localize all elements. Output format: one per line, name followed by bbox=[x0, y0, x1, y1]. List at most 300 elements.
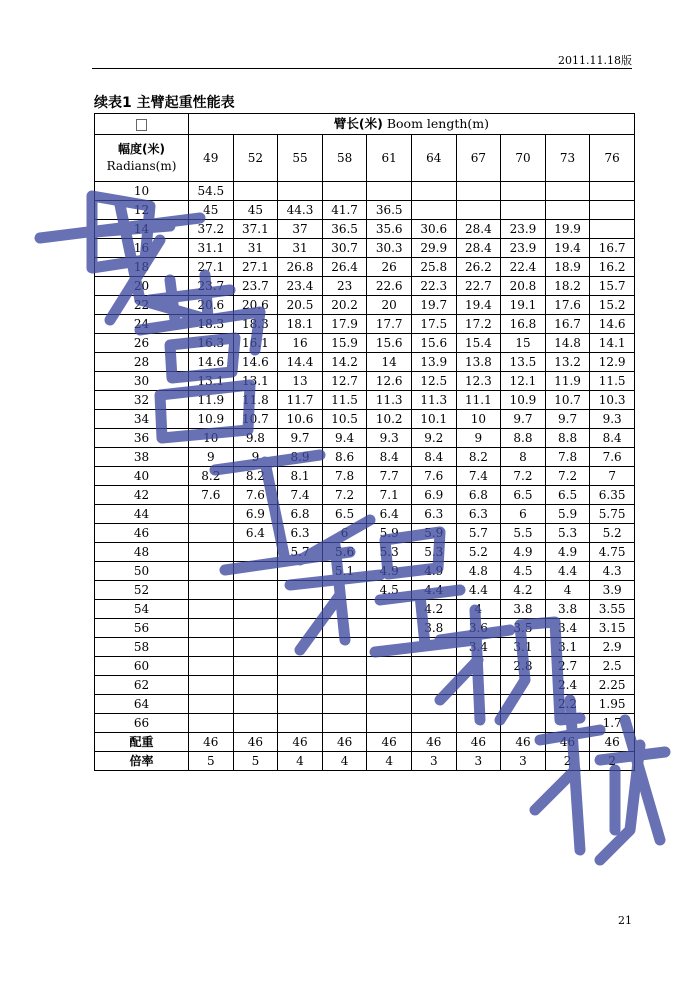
capacity-cell: 6.5 bbox=[322, 505, 367, 524]
radius-cell: 52 bbox=[95, 581, 189, 600]
table-row bbox=[95, 258, 635, 277]
capacity-cell: 5.2 bbox=[456, 543, 501, 562]
boom-length-cell: 73 bbox=[545, 135, 590, 182]
capacity-cell: 17.6 bbox=[545, 296, 590, 315]
capacity-cell: 15 bbox=[501, 334, 546, 353]
reeving-row bbox=[95, 752, 635, 771]
capacity-cell: 9.8 bbox=[233, 429, 278, 448]
capacity-cell: 8.4 bbox=[411, 448, 456, 467]
capacity-cell bbox=[189, 505, 234, 524]
capacity-cell: 5.9 bbox=[367, 524, 412, 543]
capacity-cell: 11.8 bbox=[233, 391, 278, 410]
capacity-cell: 15.7 bbox=[590, 277, 635, 296]
counterweight-label: 配重 bbox=[95, 733, 189, 752]
capacity-cell: 14 bbox=[367, 353, 412, 372]
capacity-cell: 14.6 bbox=[233, 353, 278, 372]
reeving-cell: 2 bbox=[590, 752, 635, 771]
capacity-cell bbox=[189, 714, 234, 733]
capacity-cell: 9.7 bbox=[545, 410, 590, 429]
capacity-cell: 22.6 bbox=[367, 277, 412, 296]
capacity-cell: 18.3 bbox=[233, 315, 278, 334]
capacity-cell: 8.2 bbox=[456, 448, 501, 467]
capacity-cell: 30.7 bbox=[322, 239, 367, 258]
capacity-cell: 6.35 bbox=[590, 486, 635, 505]
capacity-cell: 12.7 bbox=[322, 372, 367, 391]
capacity-cell: 15.4 bbox=[456, 334, 501, 353]
table-row bbox=[95, 353, 635, 372]
capacity-cell bbox=[322, 714, 367, 733]
table-row bbox=[95, 714, 635, 733]
table-row bbox=[95, 676, 635, 695]
capacity-cell: 9.3 bbox=[367, 429, 412, 448]
capacity-cell bbox=[278, 657, 323, 676]
capacity-cell: 15.6 bbox=[367, 334, 412, 353]
boom-length-label-cn: 臂长(米) bbox=[333, 116, 383, 131]
capacity-cell: 19.9 bbox=[545, 220, 590, 239]
capacity-cell bbox=[367, 657, 412, 676]
capacity-cell: 14.8 bbox=[545, 334, 590, 353]
radius-cell: 28 bbox=[95, 353, 189, 372]
capacity-cell: 4.4 bbox=[411, 581, 456, 600]
capacity-cell bbox=[189, 543, 234, 562]
capacity-cell: 18.2 bbox=[545, 277, 590, 296]
capacity-cell bbox=[278, 638, 323, 657]
capacity-cell: 4.9 bbox=[367, 562, 412, 581]
capacity-cell bbox=[367, 676, 412, 695]
capacity-cell: 12.3 bbox=[456, 372, 501, 391]
capacity-cell: 3.8 bbox=[545, 600, 590, 619]
radius-cell: 54 bbox=[95, 600, 189, 619]
capacity-cell: 4.3 bbox=[590, 562, 635, 581]
capacity-cell: 16.8 bbox=[501, 315, 546, 334]
capacity-cell: 5.9 bbox=[545, 505, 590, 524]
capacity-cell bbox=[411, 657, 456, 676]
capacity-cell bbox=[278, 581, 323, 600]
capacity-cell: 10.9 bbox=[501, 391, 546, 410]
capacity-cell: 28.4 bbox=[456, 239, 501, 258]
capacity-cell: 14.4 bbox=[278, 353, 323, 372]
capacity-cell: 37 bbox=[278, 220, 323, 239]
table-row bbox=[95, 372, 635, 391]
capacity-cell: 13 bbox=[278, 372, 323, 391]
capacity-cell: 22.3 bbox=[411, 277, 456, 296]
capacity-cell: 3.9 bbox=[590, 581, 635, 600]
capacity-cell: 16.2 bbox=[590, 258, 635, 277]
capacity-cell bbox=[233, 714, 278, 733]
radius-cell: 56 bbox=[95, 619, 189, 638]
capacity-cell bbox=[233, 695, 278, 714]
table-row bbox=[95, 543, 635, 562]
capacity-cell bbox=[456, 676, 501, 695]
boom-length-cell: 67 bbox=[456, 135, 501, 182]
capacity-cell: 3.8 bbox=[501, 600, 546, 619]
capacity-cell: 8.2 bbox=[233, 467, 278, 486]
capacity-cell bbox=[278, 714, 323, 733]
capacity-cell bbox=[189, 581, 234, 600]
boom-length-cell: 55 bbox=[278, 135, 323, 182]
capacity-cell: 18.9 bbox=[545, 258, 590, 277]
capacity-cell: 23.9 bbox=[501, 220, 546, 239]
capacity-cell: 2.7 bbox=[545, 657, 590, 676]
table-row bbox=[95, 600, 635, 619]
capacity-cell: 17.9 bbox=[322, 315, 367, 334]
capacity-cell: 19.4 bbox=[545, 239, 590, 258]
capacity-cell bbox=[322, 581, 367, 600]
capacity-cell: 26.4 bbox=[322, 258, 367, 277]
counterweight-cell: 46 bbox=[189, 733, 234, 752]
radius-cell: 34 bbox=[95, 410, 189, 429]
capacity-cell: 36.5 bbox=[322, 220, 367, 239]
radius-cell: 58 bbox=[95, 638, 189, 657]
capacity-cell: 20.5 bbox=[278, 296, 323, 315]
table-row bbox=[95, 429, 635, 448]
capacity-cell bbox=[278, 676, 323, 695]
capacity-cell: 20.8 bbox=[501, 277, 546, 296]
capacity-cell: 7.4 bbox=[456, 467, 501, 486]
capacity-cell: 15.6 bbox=[411, 334, 456, 353]
capacity-cell: 41.7 bbox=[322, 201, 367, 220]
capacity-cell: 7.6 bbox=[189, 486, 234, 505]
capacity-cell: 6.9 bbox=[411, 486, 456, 505]
header-rule bbox=[92, 68, 632, 69]
capacity-cell bbox=[233, 182, 278, 201]
radius-cell: 16 bbox=[95, 239, 189, 258]
radius-cell: 38 bbox=[95, 448, 189, 467]
capacity-cell: 23 bbox=[322, 277, 367, 296]
capacity-cell bbox=[501, 182, 546, 201]
capacity-cell: 10 bbox=[189, 429, 234, 448]
capacity-cell: 2.25 bbox=[590, 676, 635, 695]
capacity-cell: 18.3 bbox=[189, 315, 234, 334]
capacity-cell: 8.6 bbox=[322, 448, 367, 467]
capacity-cell bbox=[233, 600, 278, 619]
capacity-cell bbox=[545, 714, 590, 733]
capacity-cell: 26.2 bbox=[456, 258, 501, 277]
capacity-cell: 2.9 bbox=[590, 638, 635, 657]
capacity-cell: 8.2 bbox=[189, 467, 234, 486]
capacity-cell: 3.4 bbox=[456, 638, 501, 657]
capacity-cell: 4.9 bbox=[501, 543, 546, 562]
capacity-cell bbox=[501, 201, 546, 220]
radius-cell: 14 bbox=[95, 220, 189, 239]
capacity-cell bbox=[411, 714, 456, 733]
radius-cell: 24 bbox=[95, 315, 189, 334]
capacity-cell: 20.6 bbox=[189, 296, 234, 315]
capacity-cell: 7.1 bbox=[367, 486, 412, 505]
capacity-cell: 54.5 bbox=[189, 182, 234, 201]
table-row bbox=[95, 334, 635, 353]
capacity-cell: 6.8 bbox=[456, 486, 501, 505]
capacity-cell: 14.2 bbox=[322, 353, 367, 372]
capacity-cell: 23.9 bbox=[501, 239, 546, 258]
capacity-cell: 9 bbox=[189, 448, 234, 467]
radius-cell: 60 bbox=[95, 657, 189, 676]
capacity-cell bbox=[456, 182, 501, 201]
capacity-cell: 12.1 bbox=[501, 372, 546, 391]
capacity-cell: 12.6 bbox=[367, 372, 412, 391]
capacity-cell: 3.6 bbox=[456, 619, 501, 638]
capacity-cell: 31 bbox=[278, 239, 323, 258]
capacity-cell: 13.1 bbox=[233, 372, 278, 391]
header-row-lengths bbox=[95, 135, 635, 182]
capacity-cell bbox=[367, 619, 412, 638]
radius-cell: 62 bbox=[95, 676, 189, 695]
capacity-cell: 4.9 bbox=[411, 562, 456, 581]
capacity-cell: 20.6 bbox=[233, 296, 278, 315]
capacity-cell bbox=[367, 695, 412, 714]
radius-cell: 36 bbox=[95, 429, 189, 448]
table-row bbox=[95, 581, 635, 600]
capacity-cell: 13.8 bbox=[456, 353, 501, 372]
capacity-cell bbox=[189, 562, 234, 581]
capacity-cell: 10.2 bbox=[367, 410, 412, 429]
capacity-cell: 20.2 bbox=[322, 296, 367, 315]
table-row bbox=[95, 638, 635, 657]
radius-cell: 32 bbox=[95, 391, 189, 410]
table-row bbox=[95, 201, 635, 220]
boom-length-cell: 76 bbox=[590, 135, 635, 182]
capacity-cell: 3.1 bbox=[545, 638, 590, 657]
capacity-cell: 31 bbox=[233, 239, 278, 258]
capacity-cell: 13.9 bbox=[411, 353, 456, 372]
table-row bbox=[95, 315, 635, 334]
capacity-cell bbox=[322, 657, 367, 676]
capacity-cell: 37.1 bbox=[233, 220, 278, 239]
capacity-cell: 7.7 bbox=[367, 467, 412, 486]
capacity-cell: 4.2 bbox=[501, 581, 546, 600]
capacity-cell bbox=[456, 201, 501, 220]
capacity-cell: 8.1 bbox=[278, 467, 323, 486]
capacity-cell bbox=[411, 695, 456, 714]
capacity-cell: 14.6 bbox=[590, 315, 635, 334]
radius-cell: 18 bbox=[95, 258, 189, 277]
capacity-cell bbox=[590, 201, 635, 220]
boom-length-cell: 52 bbox=[233, 135, 278, 182]
capacity-cell: 26.8 bbox=[278, 258, 323, 277]
capacity-cell: 22.7 bbox=[456, 277, 501, 296]
capacity-cell: 23.7 bbox=[233, 277, 278, 296]
capacity-cell: 6 bbox=[322, 524, 367, 543]
table-row bbox=[95, 505, 635, 524]
capacity-cell: 7.6 bbox=[233, 486, 278, 505]
radius-cell: 50 bbox=[95, 562, 189, 581]
capacity-cell: 6.3 bbox=[278, 524, 323, 543]
capacity-cell bbox=[233, 676, 278, 695]
capacity-cell bbox=[233, 619, 278, 638]
radius-cell: 42 bbox=[95, 486, 189, 505]
reeving-cell: 2 bbox=[545, 752, 590, 771]
capacity-cell: 10.9 bbox=[189, 410, 234, 429]
capacity-cell: 16.3 bbox=[189, 334, 234, 353]
capacity-cell bbox=[322, 638, 367, 657]
radius-cell: 22 bbox=[95, 296, 189, 315]
capacity-cell: 9.7 bbox=[501, 410, 546, 429]
capacity-cell: 16.7 bbox=[590, 239, 635, 258]
table-row bbox=[95, 239, 635, 258]
capacity-cell: 10.6 bbox=[278, 410, 323, 429]
capacity-cell bbox=[233, 543, 278, 562]
capacity-cell: 4.9 bbox=[545, 543, 590, 562]
capacity-cell: 35.6 bbox=[367, 220, 412, 239]
capacity-cell: 8.8 bbox=[545, 429, 590, 448]
capacity-cell: 4.5 bbox=[501, 562, 546, 581]
capacity-cell: 45 bbox=[233, 201, 278, 220]
capacity-cell: 5.7 bbox=[278, 543, 323, 562]
capacity-cell: 4.4 bbox=[456, 581, 501, 600]
counterweight-cell: 46 bbox=[322, 733, 367, 752]
radius-label-en: Radians(m) bbox=[106, 159, 177, 173]
capacity-cell bbox=[590, 182, 635, 201]
version-label: 2011.11.18版 bbox=[558, 54, 632, 67]
capacity-cell: 14.1 bbox=[590, 334, 635, 353]
capacity-cell: 30.3 bbox=[367, 239, 412, 258]
capacity-cell: 19.1 bbox=[501, 296, 546, 315]
capacity-cell bbox=[278, 182, 323, 201]
radius-label-cn: 幅度(米) bbox=[118, 142, 165, 156]
capacity-cell bbox=[322, 695, 367, 714]
radius-cell: 44 bbox=[95, 505, 189, 524]
capacity-cell: 7.2 bbox=[322, 486, 367, 505]
capacity-cell: 13.1 bbox=[189, 372, 234, 391]
capacity-cell bbox=[367, 714, 412, 733]
table-row bbox=[95, 391, 635, 410]
capacity-cell: 17.5 bbox=[411, 315, 456, 334]
capacity-cell bbox=[411, 201, 456, 220]
counterweight-row bbox=[95, 733, 635, 752]
capacity-cell: 37.2 bbox=[189, 220, 234, 239]
capacity-cell bbox=[456, 695, 501, 714]
capacity-cell bbox=[189, 638, 234, 657]
reeving-cell: 3 bbox=[501, 752, 546, 771]
capacity-cell: 3.5 bbox=[501, 619, 546, 638]
capacity-cell: 11.9 bbox=[545, 372, 590, 391]
table-row bbox=[95, 220, 635, 239]
capacity-cell: 2.2 bbox=[545, 695, 590, 714]
capacity-cell bbox=[278, 600, 323, 619]
counterweight-cell: 46 bbox=[501, 733, 546, 752]
capacity-cell bbox=[189, 657, 234, 676]
capacity-cell: 29.9 bbox=[411, 239, 456, 258]
table-row bbox=[95, 619, 635, 638]
capacity-cell bbox=[367, 638, 412, 657]
capacity-cell: 11.5 bbox=[322, 391, 367, 410]
radius-cell: 12 bbox=[95, 201, 189, 220]
capacity-cell: 44.3 bbox=[278, 201, 323, 220]
capacity-cell: 9 bbox=[233, 448, 278, 467]
capacity-cell: 6.3 bbox=[456, 505, 501, 524]
capacity-cell: 13.5 bbox=[501, 353, 546, 372]
radius-cell: 48 bbox=[95, 543, 189, 562]
reeving-cell: 4 bbox=[367, 752, 412, 771]
capacity-cell: 36.5 bbox=[367, 201, 412, 220]
capacity-cell: 1.95 bbox=[590, 695, 635, 714]
capacity-cell: 7.8 bbox=[545, 448, 590, 467]
capacity-cell: 27.1 bbox=[189, 258, 234, 277]
capacity-cell: 5.5 bbox=[501, 524, 546, 543]
capacity-cell: 31.1 bbox=[189, 239, 234, 258]
capacity-cell: 4.2 bbox=[411, 600, 456, 619]
load-chart-table bbox=[94, 113, 635, 771]
capacity-cell: 13.2 bbox=[545, 353, 590, 372]
capacity-cell: 11.7 bbox=[278, 391, 323, 410]
capacity-cell bbox=[233, 581, 278, 600]
capacity-cell: 6.4 bbox=[233, 524, 278, 543]
boom-length-label-en: Boom length(m) bbox=[386, 116, 490, 131]
table-row bbox=[95, 467, 635, 486]
capacity-cell: 2.5 bbox=[590, 657, 635, 676]
capacity-cell: 16.7 bbox=[545, 315, 590, 334]
capacity-cell: 6.5 bbox=[501, 486, 546, 505]
capacity-cell bbox=[545, 201, 590, 220]
capacity-cell: 8.4 bbox=[367, 448, 412, 467]
corner-cell bbox=[95, 114, 189, 135]
reeving-cell: 3 bbox=[456, 752, 501, 771]
capacity-cell bbox=[411, 182, 456, 201]
table-row bbox=[95, 448, 635, 467]
reeving-cell: 4 bbox=[278, 752, 323, 771]
capacity-cell: 7.8 bbox=[322, 467, 367, 486]
radius-cell: 46 bbox=[95, 524, 189, 543]
capacity-cell: 23.7 bbox=[189, 277, 234, 296]
radius-header bbox=[95, 135, 189, 182]
capacity-cell: 30.6 bbox=[411, 220, 456, 239]
capacity-cell: 8.4 bbox=[590, 429, 635, 448]
capacity-cell: 10.7 bbox=[233, 410, 278, 429]
table-row bbox=[95, 486, 635, 505]
capacity-cell: 5.2 bbox=[590, 524, 635, 543]
table-row bbox=[95, 695, 635, 714]
capacity-cell: 14.6 bbox=[189, 353, 234, 372]
capacity-cell: 26 bbox=[367, 258, 412, 277]
boom-length-header bbox=[189, 114, 635, 135]
capacity-cell bbox=[501, 676, 546, 695]
capacity-cell: 8.8 bbox=[501, 429, 546, 448]
capacity-cell: 4.8 bbox=[456, 562, 501, 581]
page-number: 21 bbox=[618, 914, 632, 927]
table-row bbox=[95, 182, 635, 201]
capacity-cell bbox=[456, 657, 501, 676]
placeholder-box-icon bbox=[136, 119, 147, 131]
capacity-cell: 3.1 bbox=[501, 638, 546, 657]
capacity-cell: 23.4 bbox=[278, 277, 323, 296]
capacity-cell: 2.4 bbox=[545, 676, 590, 695]
capacity-cell bbox=[233, 562, 278, 581]
capacity-cell: 7.2 bbox=[545, 467, 590, 486]
radius-cell: 10 bbox=[95, 182, 189, 201]
capacity-cell: 17.2 bbox=[456, 315, 501, 334]
counterweight-cell: 46 bbox=[590, 733, 635, 752]
capacity-cell: 5.3 bbox=[367, 543, 412, 562]
capacity-cell: 3.8 bbox=[411, 619, 456, 638]
capacity-cell: 16.1 bbox=[233, 334, 278, 353]
capacity-cell bbox=[322, 619, 367, 638]
capacity-cell: 9 bbox=[456, 429, 501, 448]
table-row bbox=[95, 410, 635, 429]
capacity-cell bbox=[367, 600, 412, 619]
capacity-cell: 11.5 bbox=[590, 372, 635, 391]
counterweight-cell: 46 bbox=[456, 733, 501, 752]
radius-cell: 40 bbox=[95, 467, 189, 486]
boom-length-cell: 58 bbox=[322, 135, 367, 182]
capacity-cell bbox=[501, 695, 546, 714]
capacity-cell: 6 bbox=[501, 505, 546, 524]
boom-length-cell: 61 bbox=[367, 135, 412, 182]
capacity-cell: 4.4 bbox=[545, 562, 590, 581]
counterweight-cell: 46 bbox=[233, 733, 278, 752]
counterweight-cell: 46 bbox=[545, 733, 590, 752]
capacity-cell bbox=[278, 562, 323, 581]
capacity-cell: 19.7 bbox=[411, 296, 456, 315]
